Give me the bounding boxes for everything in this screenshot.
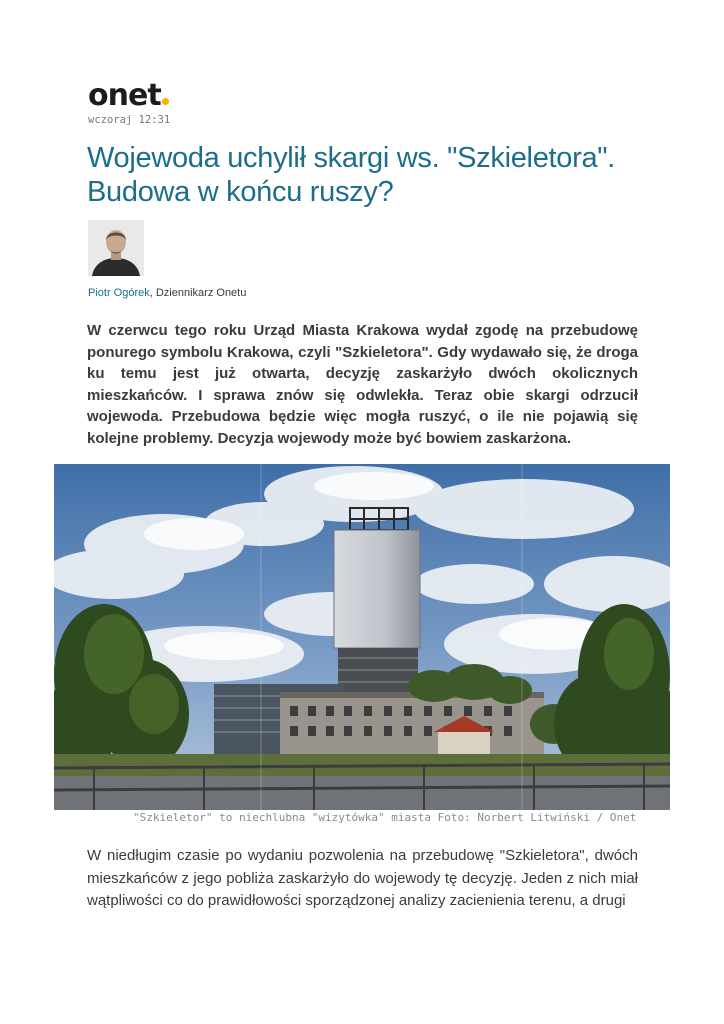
author-avatar [88, 220, 144, 276]
article-body: W niedługim czasie po wydaniu pozwolenia na przebudowę "Szkieletora", dwóch mieszkańców z jego pobliża zaskarżyło do wojewody tę decyzję. Jeden z nich miał wątpliwości co do prawidłowości sporządzonej analizy zacienienia terenu, a drugi [87, 847, 638, 909]
logo-text: onet [88, 78, 161, 113]
article-lead: W czerwcu tego roku Urząd Miasta Krakowa wydał zgodę na przebudowę ponurego symbolu Krakowa, czyli "Szkieletora". Gdy wydawało się, że droga ku temu jest już otwarta, decyzję zaskarżyło dwóch okolicznych mieszkańców. I sprawa znów się odwlekła. Teraz obie skargi odrzucił wojewoda. Przebudowa będzie więc mogła ruszyć, o ile nie pojawią się kolejne problemy. Decyzja wojewody może być bowiem zaskarżona. [87, 322, 638, 447]
author-role: , Dziennikarz Onetu [149, 287, 247, 299]
publish-timestamp: wczoraj 12:31 [88, 114, 171, 126]
logo-dot [162, 98, 169, 105]
byline [88, 287, 246, 299]
author-name-link[interactable]: Piotr Ogórek [88, 287, 150, 299]
article-headline: Wojewoda uchylił skargi ws. "Szkieletora". Budowa w końcu ruszy? [87, 142, 616, 208]
onet-logo[interactable] [88, 80, 169, 112]
article-photo [54, 464, 670, 810]
photo-caption: "Szkieletor" to niechlubna "wizytówka" miasta Foto: Norbert Litwiński / Onet [133, 811, 637, 824]
